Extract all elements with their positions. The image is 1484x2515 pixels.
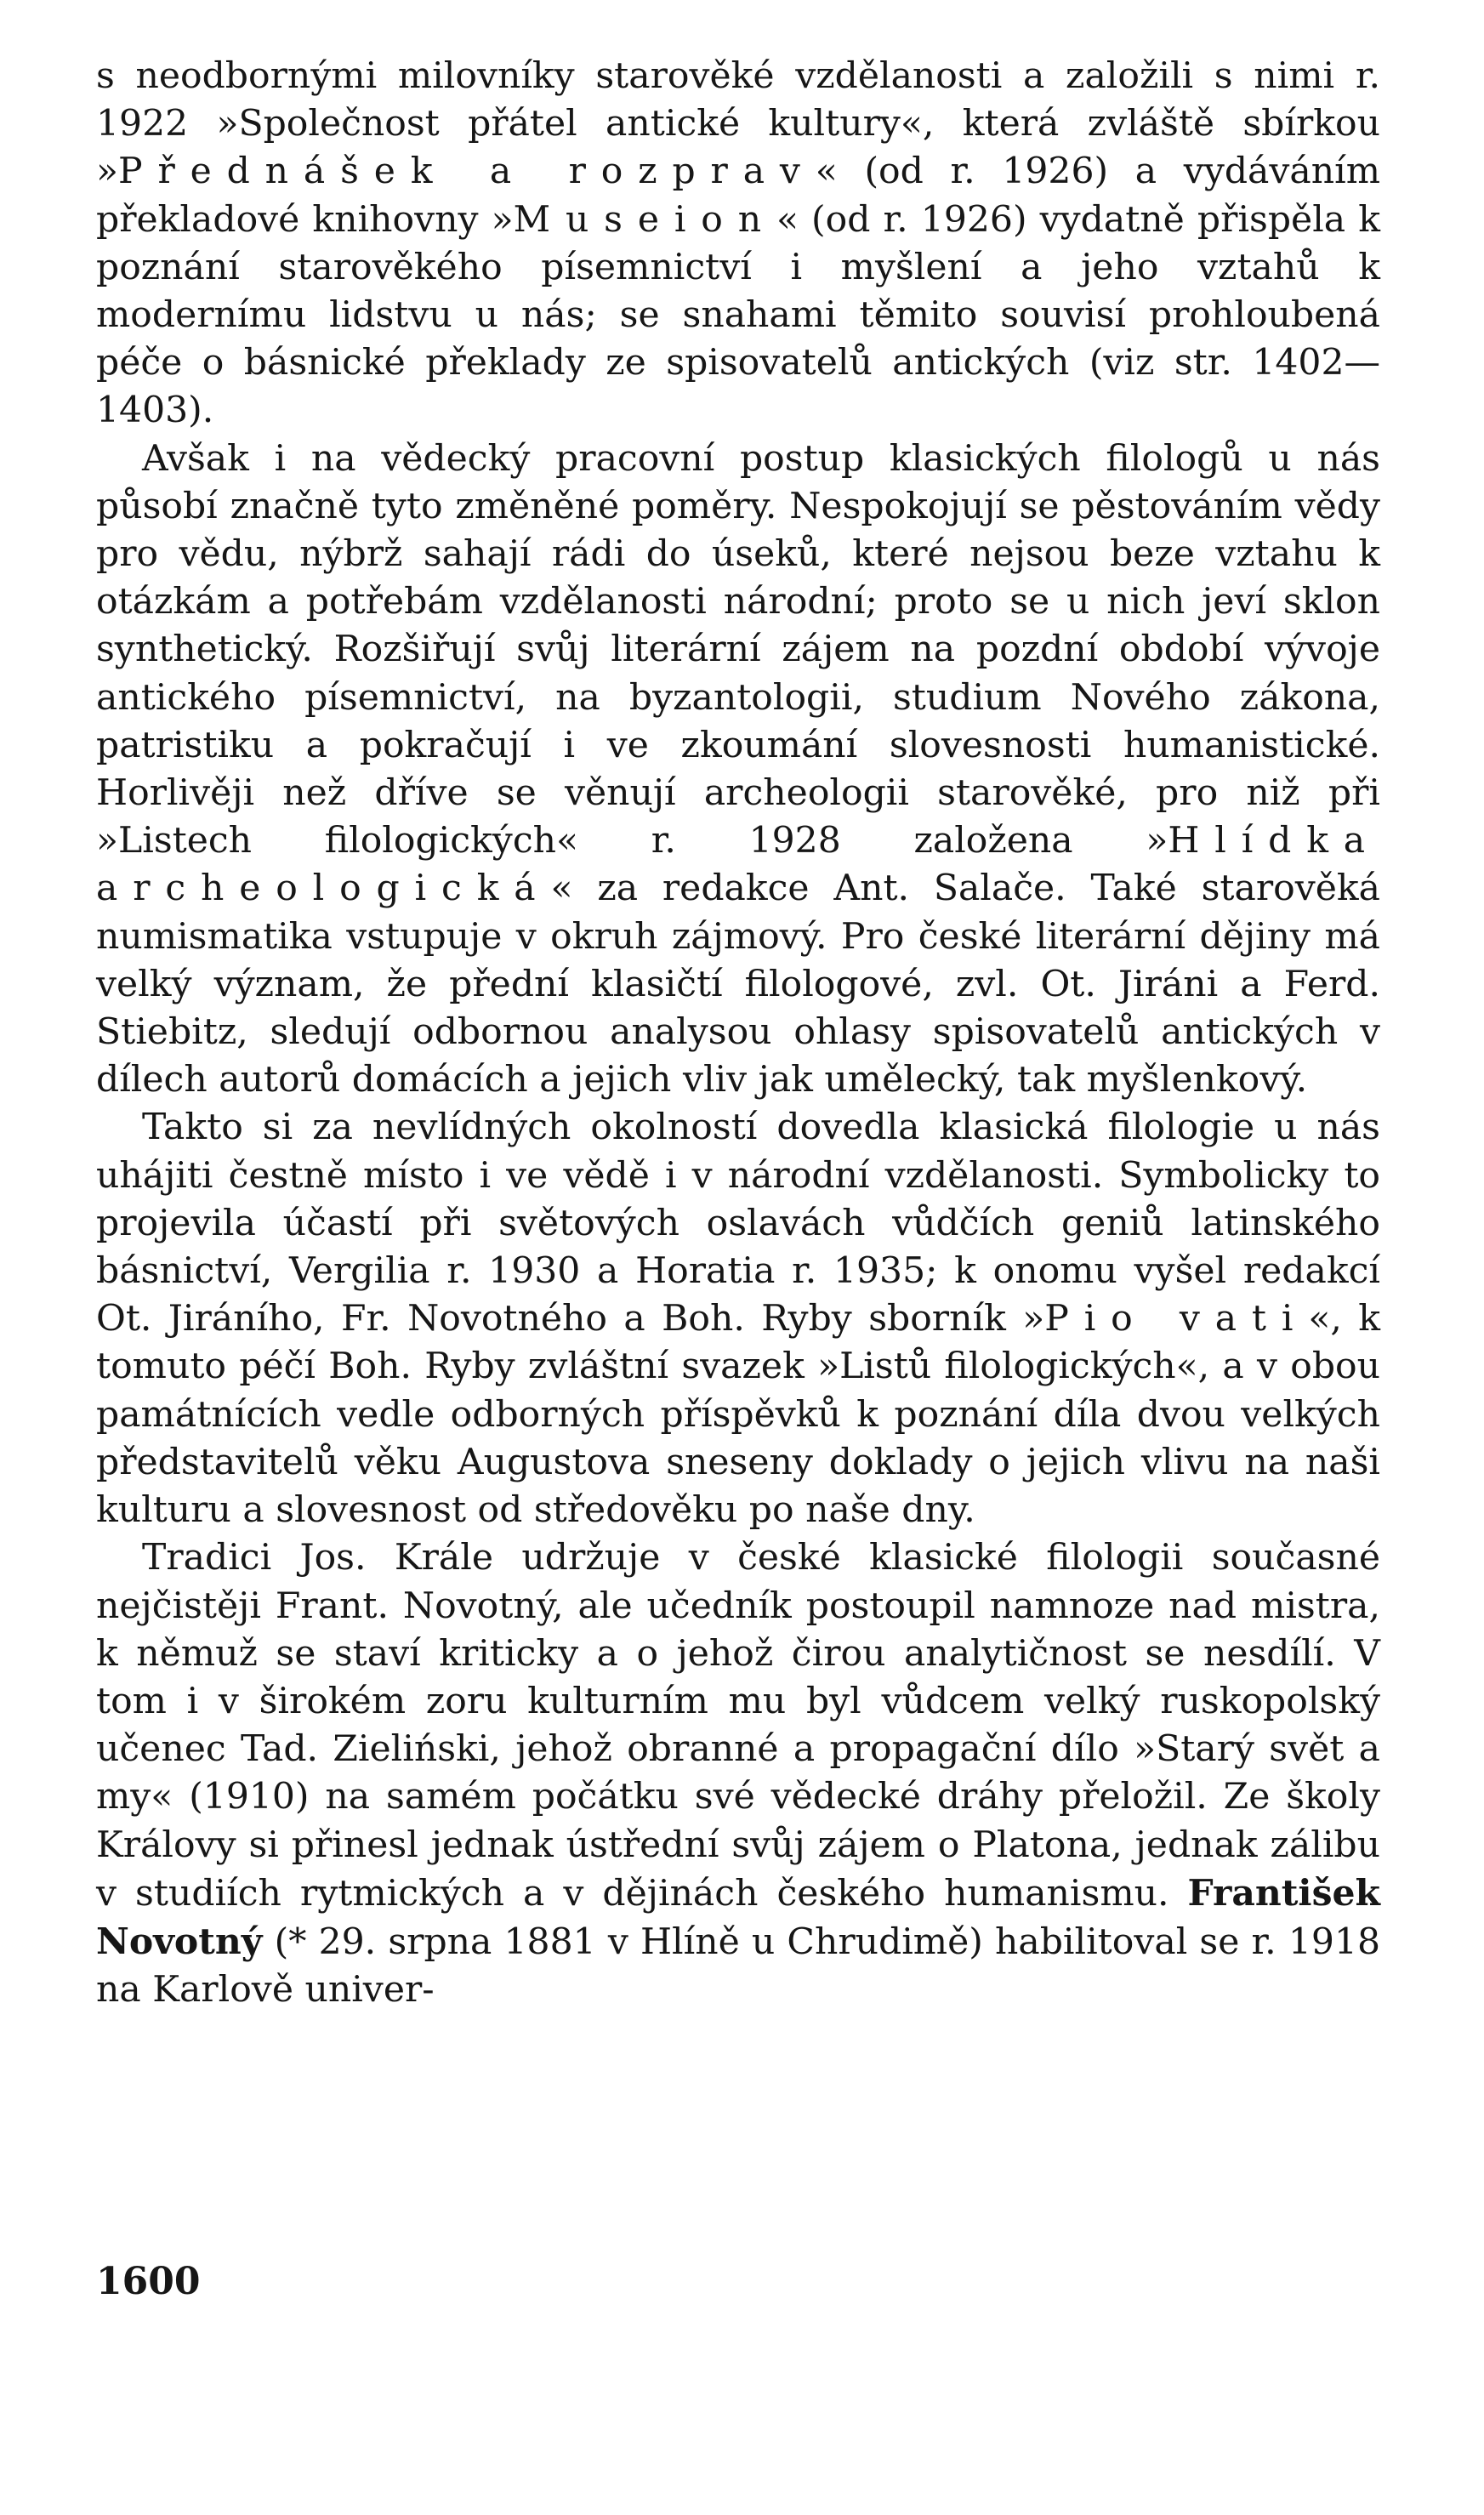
body-text [96, 53, 1380, 2014]
text-span: Tradici Jos. Krále udržuje v české klasické filologii současné nejčistěji Frant. Novotný, ale učedník postoupil namnoze nad mistra, k němuž se staví kriticky a o jehož čirou analytičnost se nesdílí. V tom i v širokém zoru kulturním mu byl vůdcem velký ruskopolský učenec Tad. Zieliński, jehož obranné a propagační dílo »Starý svět a my« (1910) na samém počátku své vědecké dráhy přeložil. Ze školy Královy si přinesl jednak ústřední svůj zájem o Platona, jednak zálibu v studiích rytmických a v dějinách českého humanismu. [96, 1537, 1380, 1915]
paragraph-1 [96, 53, 1380, 435]
paragraph-4 [96, 1534, 1380, 2014]
text-span: (* 29. srpna 1881 v Hlíně u Chrudimě) habilitoval se r. 1918 na Karlově univer- [96, 1920, 1380, 2011]
paragraph-3 [96, 1104, 1380, 1534]
text-span: « (od r. 1926) vydatně přispěla k poznání starověkého písemnictví i myšlení a jeho vztahů k modernímu lidstvu u nás; se snahami těmito souvisí prohloubená péče o básnické překlady ze spisovatelů antických (viz str. 1402—1403). [96, 198, 1380, 432]
spaced-title-prednasek-a-rozprav: Přednášek a rozprav [118, 151, 816, 193]
spaced-title-museion: Museion [513, 198, 776, 241]
page-number: 1600 [96, 2260, 201, 2303]
text-span: Takto si za nevlídných okolností dovedla klasická filologie u nás uhájiti čestně místo i ve vědě i v národní vzdělanosti. Symbolicky to projevila účastí při světových oslavách vůdčích geniů latinského básnictví, Vergilia r. 1930 a Horatia r. 1935; k onomu vyšel redakcí Ot. Jiráního, Fr. Novotného a Boh. Ryby sborník » [96, 1107, 1380, 1340]
spaced-title-hlidka-archeologicka: Hlídka archeologická [96, 820, 1380, 910]
text-span: «, k tomuto péčí Boh. Ryby zvláštní svazek »Listů filologických«, a v obou památnících vedle odborných příspěvků k poznání díla dvou velkých představitelů věku Augustova sneseny doklady o jejich vlivu na naši kulturu a slovesnost od středověku po naše dny. [96, 1298, 1381, 1532]
spaced-title-pio-vati: Pio vati [1044, 1298, 1309, 1340]
text-span: « za redakce Ant. Salače. Také starověká numismatika vstupuje v okruh zájmový. Pro české literární dějiny má velký význam, že přední klasičtí filologové, zvl. Ot. Jiráni a Ferd. Stiebitz, sledují odbornou analysou ohlasy spisovatelů antických v dílech autorů domácích a jejich vliv jak umělecký, tak myšlenkový. [96, 868, 1380, 1101]
bold-name-frantisek-novotny: František Novotný [96, 1871, 1380, 1963]
text-span: Avšak i na vědecký pracovní postup klasických filologů u nás působí značně tyto změněné poměry. Nespokojují se pěstováním vědy pro vědu, nýbrž sahají rádi do úseků, které nejsou beze vztahu k otázkám a potřebám vzdělanosti národní; proto se u nich jeví sklon synthetický. Rozšiřují svůj literární zájem na pozdní období vývoje antického písemnictví, na byzantologii, studium Nového zákona, patristiku a pokračují i ve zkoumání slovesnosti humanistické. Horlivěji než dříve se věnují archeologii starověké, pro niž při »Listech filologických« r. 1928 založena » [96, 437, 1380, 862]
text-span: s neodbornými milovníky starověké vzdělanosti a založili s nimi r. 1922 »Společnost přátel antické kultury«, která zvláště sbírkou » [96, 55, 1380, 193]
text-span: « (od r. 1926) a vydáváním překladové knihovny » [96, 151, 1380, 241]
paragraph-2 [96, 435, 1380, 1105]
